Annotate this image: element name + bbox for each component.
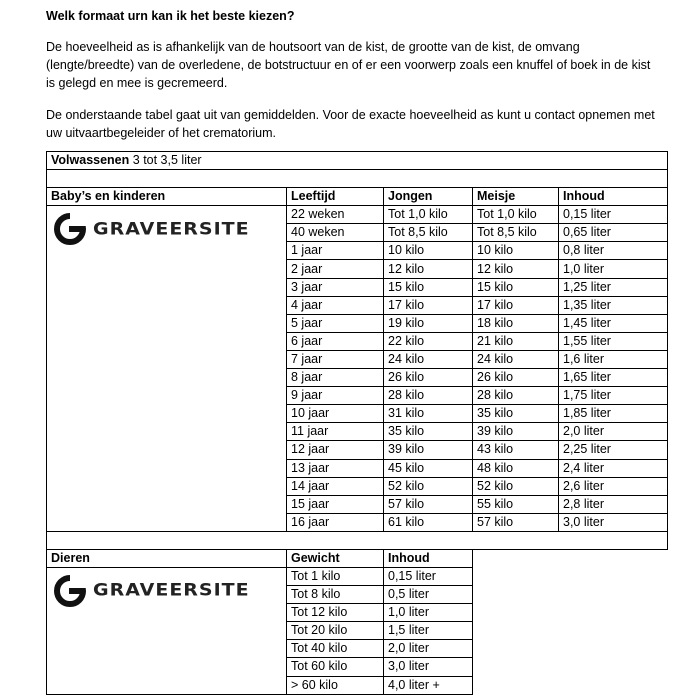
children-cell-jongen: 35 kilo [384, 423, 473, 441]
children-cell-meisje: 35 kilo [473, 405, 559, 423]
children-cell-leeftijd: 6 jaar [287, 332, 384, 350]
children-cell-inhoud: 0,15 liter [559, 206, 668, 224]
children-cell-inhoud: 2,8 liter [559, 495, 668, 513]
animals-cell-inhoud: 1,5 liter [384, 622, 473, 640]
children-cell-inhoud: 2,25 liter [559, 441, 668, 459]
children-col-meisje: Meisje [473, 188, 559, 206]
children-header-row [47, 188, 668, 206]
graveersite-logo [53, 574, 282, 608]
animals-cell-inhoud: 2,0 liter [384, 640, 473, 658]
children-logo-cell [47, 206, 287, 532]
children-cell-inhoud: 1,6 liter [559, 350, 668, 368]
children-cell-meisje: 26 kilo [473, 369, 559, 387]
children-cell-jongen: 61 kilo [384, 513, 473, 531]
animals-cell-inhoud: 0,5 liter [384, 586, 473, 604]
children-cell-leeftijd: 11 jaar [287, 423, 384, 441]
animals-header-row [47, 549, 668, 567]
children-cell-inhoud: 3,0 liter [559, 513, 668, 531]
children-cell-meisje: 24 kilo [473, 350, 559, 368]
children-cell-jongen: 15 kilo [384, 278, 473, 296]
spacer-cell [47, 170, 668, 188]
children-cell-meisje: 18 kilo [473, 314, 559, 332]
children-cell-jongen: 28 kilo [384, 387, 473, 405]
animals-col-inhoud: Inhoud [384, 549, 473, 567]
spacer-row [47, 170, 668, 188]
children-cell-jongen: 45 kilo [384, 459, 473, 477]
children-cell-leeftijd: 9 jaar [287, 387, 384, 405]
animals-cell-gewicht: Tot 40 kilo [287, 640, 384, 658]
spacer-cell [47, 531, 668, 549]
graveersite-logo-text: GRAVEERSITE [93, 218, 250, 239]
animals-cell-inhoud: 1,0 liter [384, 604, 473, 622]
children-row [47, 206, 668, 224]
children-cell-jongen: 24 kilo [384, 350, 473, 368]
children-cell-leeftijd: 16 jaar [287, 513, 384, 531]
children-cell-meisje: 57 kilo [473, 513, 559, 531]
children-cell-leeftijd: 10 jaar [287, 405, 384, 423]
children-cell-inhoud: 0,65 liter [559, 224, 668, 242]
children-cell-leeftijd: 40 weken [287, 224, 384, 242]
children-cell-jongen: 22 kilo [384, 332, 473, 350]
children-cell-inhoud: 1,45 liter [559, 314, 668, 332]
adults-cell [47, 152, 668, 170]
children-cell-leeftijd: 1 jaar [287, 242, 384, 260]
animals-cell-gewicht: Tot 12 kilo [287, 604, 384, 622]
children-cell-jongen: 10 kilo [384, 242, 473, 260]
children-cell-leeftijd: 13 jaar [287, 459, 384, 477]
children-cell-meisje: 15 kilo [473, 278, 559, 296]
children-cell-jongen: Tot 8,5 kilo [384, 224, 473, 242]
children-col-inhoud: Inhoud [559, 188, 668, 206]
children-cell-leeftijd: 7 jaar [287, 350, 384, 368]
children-cell-jongen: 26 kilo [384, 369, 473, 387]
adults-value: 3 tot 3,5 liter [132, 153, 202, 168]
page-heading: Welk formaat urn kan ik het beste kiezen? [46, 9, 295, 23]
animals-logo-cell [47, 567, 287, 694]
animals-cell-gewicht: Tot 1 kilo [287, 567, 384, 585]
children-cell-jongen: 57 kilo [384, 495, 473, 513]
children-cell-meisje: 48 kilo [473, 459, 559, 477]
children-section-label: Baby’s en kinderen [47, 188, 287, 206]
graveersite-logo [53, 212, 282, 246]
children-cell-leeftijd: 3 jaar [287, 278, 384, 296]
children-cell-leeftijd: 14 jaar [287, 477, 384, 495]
children-cell-inhoud: 1,55 liter [559, 332, 668, 350]
animals-cell-gewicht: Tot 8 kilo [287, 586, 384, 604]
children-cell-meisje: 28 kilo [473, 387, 559, 405]
adults-label: Volwassenen [51, 153, 130, 168]
graveersite-logo-icon [53, 212, 87, 246]
animals-cell-gewicht: > 60 kilo [287, 676, 384, 694]
children-cell-meisje: 52 kilo [473, 477, 559, 495]
children-cell-meisje: 39 kilo [473, 423, 559, 441]
children-cell-inhoud: 1,35 liter [559, 296, 668, 314]
children-cell-inhoud: 2,4 liter [559, 459, 668, 477]
children-cell-meisje: Tot 8,5 kilo [473, 224, 559, 242]
animals-cell-inhoud: 0,15 liter [384, 567, 473, 585]
children-cell-inhoud: 1,75 liter [559, 387, 668, 405]
intro-paragraph: De hoeveelheid as is afhankelijk van de houtsoort van de kist, de grootte van de kist, de omvang (lengte/breedte) van de overledene, de botstructuur en of er een voorwerp zoals een knuffel of boek in de kist is gelegd en mee is gecremeerd. [46, 40, 651, 90]
children-cell-leeftijd: 4 jaar [287, 296, 384, 314]
children-cell-leeftijd: 2 jaar [287, 260, 384, 278]
children-cell-meisje: 55 kilo [473, 495, 559, 513]
animals-cell-inhoud: 3,0 liter [384, 658, 473, 676]
children-cell-jongen: 52 kilo [384, 477, 473, 495]
graveersite-logo-icon [53, 574, 87, 608]
children-cell-inhoud: 1,85 liter [559, 405, 668, 423]
animals-cell-gewicht: Tot 20 kilo [287, 622, 384, 640]
children-col-jongen: Jongen [384, 188, 473, 206]
children-cell-leeftijd: 12 jaar [287, 441, 384, 459]
children-cell-meisje: 43 kilo [473, 441, 559, 459]
children-cell-leeftijd: 15 jaar [287, 495, 384, 513]
animals-cell-inhoud: 4,0 liter + [384, 676, 473, 694]
children-cell-inhoud: 2,6 liter [559, 477, 668, 495]
children-cell-inhoud: 1,0 liter [559, 260, 668, 278]
children-cell-inhoud: 0,8 liter [559, 242, 668, 260]
children-cell-inhoud: 1,65 liter [559, 369, 668, 387]
children-cell-leeftijd: 8 jaar [287, 369, 384, 387]
graveersite-logo-text: GRAVEERSITE [93, 580, 250, 601]
animals-col-gewicht: Gewicht [287, 549, 384, 567]
children-cell-leeftijd: 5 jaar [287, 314, 384, 332]
children-cell-meisje: 17 kilo [473, 296, 559, 314]
children-cell-meisje: 21 kilo [473, 332, 559, 350]
children-cell-jongen: 17 kilo [384, 296, 473, 314]
children-cell-jongen: 12 kilo [384, 260, 473, 278]
note-paragraph: De onderstaande tabel gaat uit van gemiddelden. Voor de exacte hoeveelheid as kunt u contact opnemen met uw uitvaartbegeleider of het crematorium. [46, 108, 655, 140]
children-cell-jongen: 39 kilo [384, 441, 473, 459]
children-cell-meisje: 10 kilo [473, 242, 559, 260]
children-cell-jongen: 19 kilo [384, 314, 473, 332]
animals-cell-gewicht: Tot 60 kilo [287, 658, 384, 676]
children-cell-inhoud: 1,25 liter [559, 278, 668, 296]
children-cell-meisje: 12 kilo [473, 260, 559, 278]
adults-row [47, 152, 668, 170]
animals-section-label: Dieren [47, 549, 287, 567]
children-cell-meisje: Tot 1,0 kilo [473, 206, 559, 224]
children-cell-leeftijd: 22 weken [287, 206, 384, 224]
children-cell-jongen: Tot 1,0 kilo [384, 206, 473, 224]
children-cell-jongen: 31 kilo [384, 405, 473, 423]
children-cell-inhoud: 2,0 liter [559, 423, 668, 441]
animals-empty-area [473, 549, 668, 694]
spacer-row [47, 531, 668, 549]
ash-volume-table [46, 151, 668, 695]
children-col-leeftijd: Leeftijd [287, 188, 384, 206]
